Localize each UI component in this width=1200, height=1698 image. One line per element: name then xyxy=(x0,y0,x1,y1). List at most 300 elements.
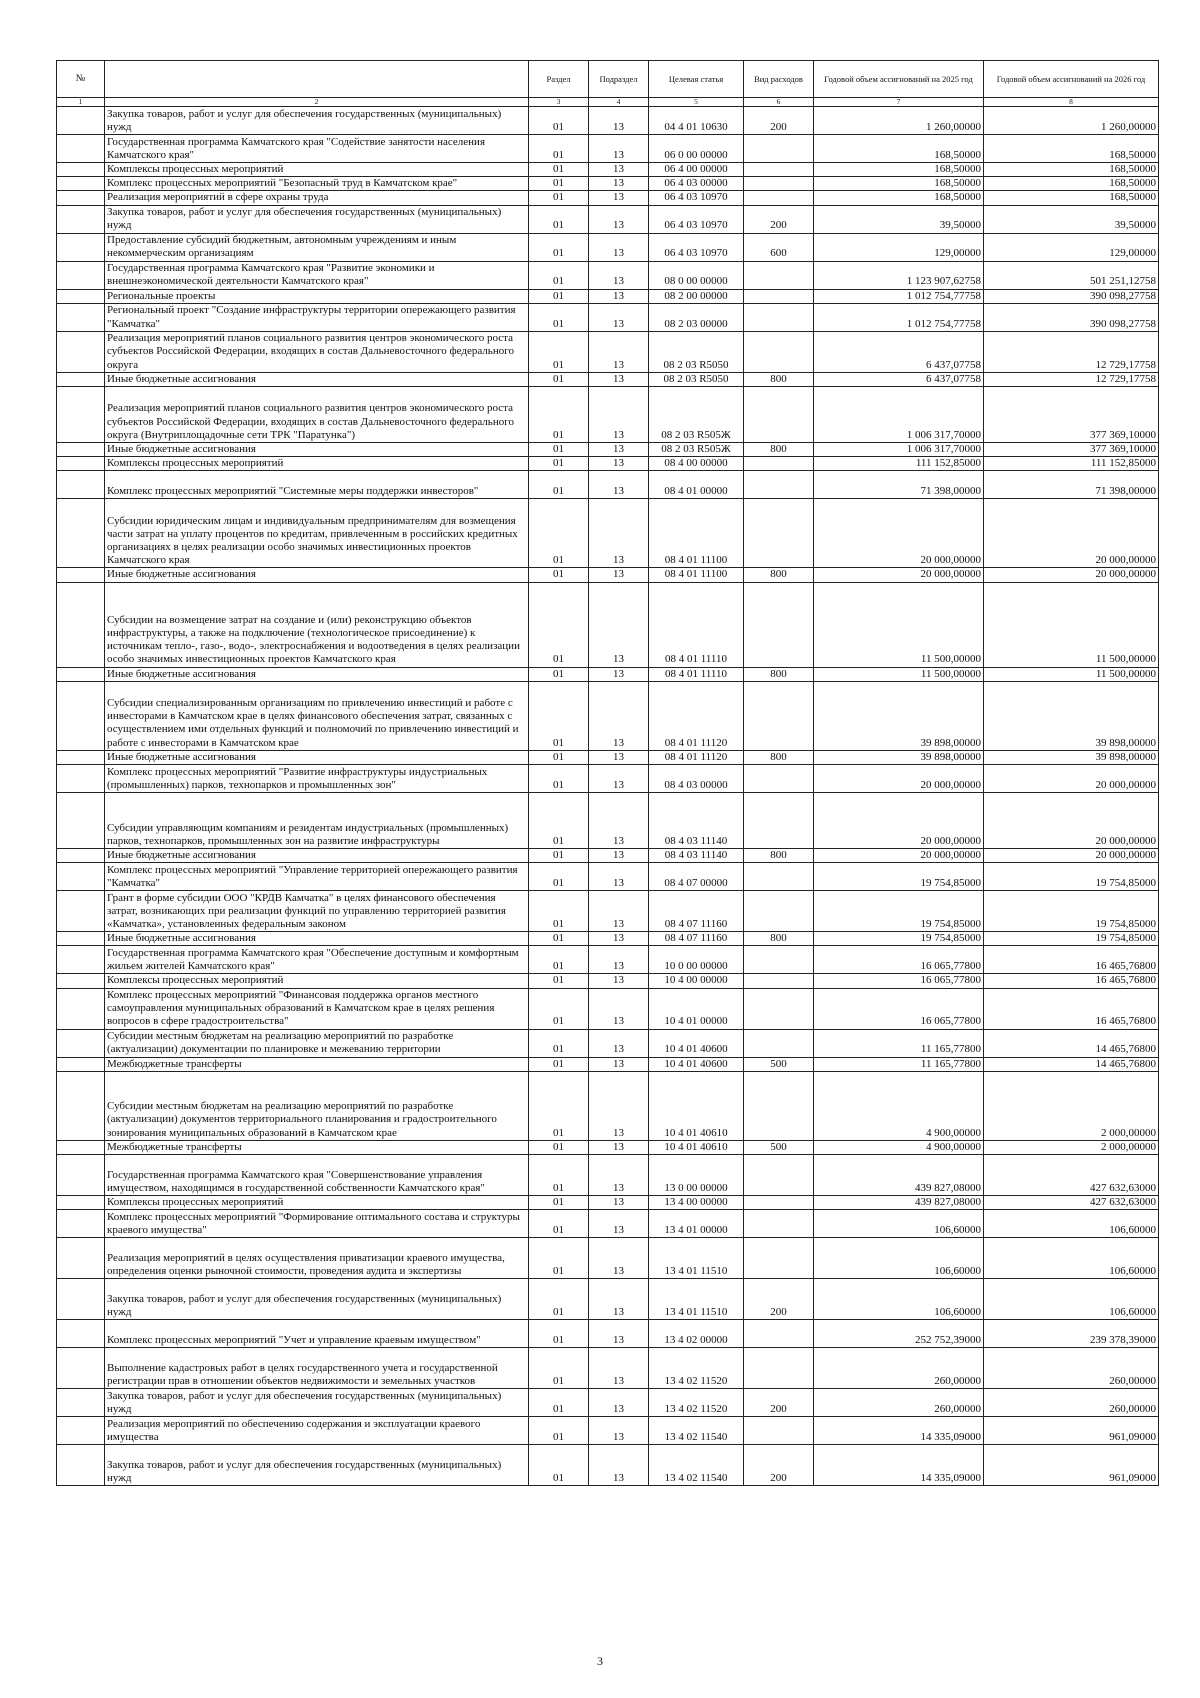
row-razdel-cell: 01 xyxy=(529,443,589,457)
row-podrazdel-cell: 13 xyxy=(589,1238,649,1279)
row-podrazdel-cell: 13 xyxy=(589,261,649,289)
row-vid-cell xyxy=(744,793,814,849)
row-celevaya-cell: 08 4 03 11140 xyxy=(649,793,744,849)
row-razdel-cell: 01 xyxy=(529,1057,589,1071)
row-celevaya-cell: 10 4 00 00000 xyxy=(649,974,744,988)
table-row xyxy=(57,289,1159,303)
row-2025-cell: 16 065,77800 xyxy=(814,946,984,974)
row-vid-cell xyxy=(744,765,814,793)
row-vid-cell xyxy=(744,1155,814,1196)
row-razdel-cell: 01 xyxy=(529,793,589,849)
row-vid-cell xyxy=(744,191,814,205)
table-row xyxy=(57,932,1159,946)
row-razdel-cell: 01 xyxy=(529,946,589,974)
row-name-cell: Субсидии специализированным организациям по привлечению инвестиций и работе с инвесторами в Камчатском крае в целях финансового обеспечения затрат, связанных с осуществлением ими отдельных функций и полномочий по привлечению инвестиций и работе с инвесторами в Камчатском крае xyxy=(105,681,529,750)
row-vid-cell xyxy=(744,177,814,191)
row-celevaya-cell: 08 4 01 11120 xyxy=(649,750,744,764)
row-2025-cell: 106,60000 xyxy=(814,1210,984,1238)
row-vid-cell xyxy=(744,946,814,974)
col-header-vid: Вид расходов xyxy=(744,61,814,98)
row-razdel-cell: 01 xyxy=(529,750,589,764)
row-2026-cell: 390 098,27758 xyxy=(984,303,1159,331)
row-2025-cell: 439 827,08000 xyxy=(814,1155,984,1196)
row-name-cell: Реализация мероприятий в целях осуществления приватизации краевого имущества, определения оценки рыночной стоимости, проведения аудита и экспертизы xyxy=(105,1238,529,1279)
row-vid-cell: 200 xyxy=(744,205,814,233)
row-vid-cell: 800 xyxy=(744,849,814,863)
table-row xyxy=(57,750,1159,764)
row-celevaya-cell: 10 4 01 40600 xyxy=(649,1057,744,1071)
row-razdel-cell: 01 xyxy=(529,849,589,863)
row-number-cell xyxy=(57,1445,105,1486)
row-vid-cell xyxy=(744,1348,814,1389)
row-podrazdel-cell: 13 xyxy=(589,303,649,331)
row-number-cell xyxy=(57,1057,105,1071)
col-header-2025: Годовой объем ассигнований на 2025 год xyxy=(814,61,984,98)
row-razdel-cell: 01 xyxy=(529,1071,589,1140)
table-row xyxy=(57,107,1159,135)
row-name-cell: Реализация мероприятий планов социального развития центров экономического роста субъектов Российской Федерации, входящих в состав Дальневосточного федерального округа xyxy=(105,331,529,372)
row-2026-cell: 2 000,00000 xyxy=(984,1140,1159,1154)
row-podrazdel-cell: 13 xyxy=(589,946,649,974)
column-number-row xyxy=(57,98,1159,107)
row-razdel-cell: 01 xyxy=(529,863,589,891)
row-vid-cell xyxy=(744,499,814,568)
row-razdel-cell: 01 xyxy=(529,289,589,303)
table-row xyxy=(57,457,1159,471)
row-2025-cell: 168,50000 xyxy=(814,135,984,163)
row-number-cell xyxy=(57,499,105,568)
row-podrazdel-cell: 13 xyxy=(589,289,649,303)
col-header-celevaya: Целевая статья xyxy=(649,61,744,98)
row-2025-cell: 252 752,39000 xyxy=(814,1320,984,1348)
row-name-cell: Комплекс процессных мероприятий "Финансовая поддержка органов местного самоуправления муниципальных образований в Камчатском крае в целях решения вопросов в сфере градостроительства" xyxy=(105,988,529,1029)
row-number-cell xyxy=(57,849,105,863)
table-row xyxy=(57,1279,1159,1320)
row-vid-cell xyxy=(744,1320,814,1348)
row-number-cell xyxy=(57,1210,105,1238)
row-2025-cell: 19 754,85000 xyxy=(814,891,984,932)
row-2026-cell: 390 098,27758 xyxy=(984,289,1159,303)
col-header-name xyxy=(105,61,529,98)
row-name-cell: Комплекс процессных мероприятий "Учет и управление краевым имуществом" xyxy=(105,1320,529,1348)
row-name-cell: Межбюджетные трансферты xyxy=(105,1057,529,1071)
row-number-cell xyxy=(57,568,105,582)
row-podrazdel-cell: 13 xyxy=(589,1155,649,1196)
row-podrazdel-cell: 13 xyxy=(589,443,649,457)
row-podrazdel-cell: 13 xyxy=(589,988,649,1029)
row-razdel-cell: 01 xyxy=(529,1140,589,1154)
row-podrazdel-cell: 13 xyxy=(589,1279,649,1320)
row-name-cell: Реализация мероприятий по обеспечению содержания и эксплуатации краевого имущества xyxy=(105,1417,529,1445)
row-number-cell xyxy=(57,932,105,946)
row-2026-cell: 501 251,12758 xyxy=(984,261,1159,289)
row-2025-cell: 1 012 754,77758 xyxy=(814,303,984,331)
row-2026-cell: 260,00000 xyxy=(984,1348,1159,1389)
table-row xyxy=(57,681,1159,750)
row-name-cell: Региональный проект "Создание инфраструктуры территории опережающего развития "Камчатка" xyxy=(105,303,529,331)
row-2026-cell: 111 152,85000 xyxy=(984,457,1159,471)
row-2025-cell: 1 006 317,70000 xyxy=(814,443,984,457)
table-row xyxy=(57,1029,1159,1057)
row-2026-cell: 961,09000 xyxy=(984,1445,1159,1486)
row-podrazdel-cell: 13 xyxy=(589,163,649,177)
row-vid-cell xyxy=(744,974,814,988)
col-number: 6 xyxy=(744,98,814,107)
row-2025-cell: 11 165,77800 xyxy=(814,1057,984,1071)
row-2025-cell: 20 000,00000 xyxy=(814,568,984,582)
row-vid-cell: 200 xyxy=(744,107,814,135)
col-number: 3 xyxy=(529,98,589,107)
row-2025-cell: 11 500,00000 xyxy=(814,667,984,681)
row-2025-cell: 111 152,85000 xyxy=(814,457,984,471)
row-2026-cell: 427 632,63000 xyxy=(984,1155,1159,1196)
row-2025-cell: 11 165,77800 xyxy=(814,1029,984,1057)
row-vid-cell: 800 xyxy=(744,667,814,681)
row-razdel-cell: 01 xyxy=(529,387,589,443)
row-podrazdel-cell: 13 xyxy=(589,191,649,205)
row-vid-cell: 600 xyxy=(744,233,814,261)
row-2025-cell: 439 827,08000 xyxy=(814,1196,984,1210)
row-number-cell xyxy=(57,135,105,163)
row-number-cell xyxy=(57,1320,105,1348)
row-number-cell xyxy=(57,457,105,471)
row-celevaya-cell: 10 4 01 40610 xyxy=(649,1140,744,1154)
row-name-cell: Реализация мероприятий в сфере охраны труда xyxy=(105,191,529,205)
row-celevaya-cell: 08 0 00 00000 xyxy=(649,261,744,289)
row-number-cell xyxy=(57,1348,105,1389)
row-2026-cell: 19 754,85000 xyxy=(984,863,1159,891)
row-podrazdel-cell: 13 xyxy=(589,1029,649,1057)
header-row xyxy=(57,61,1159,98)
row-number-cell xyxy=(57,205,105,233)
row-razdel-cell: 01 xyxy=(529,1029,589,1057)
row-2025-cell: 168,50000 xyxy=(814,177,984,191)
row-2025-cell: 1 123 907,62758 xyxy=(814,261,984,289)
row-celevaya-cell: 08 4 01 11100 xyxy=(649,499,744,568)
row-name-cell: Субсидии юридическим лицам и индивидуальным предпринимателям для возмещения части затрат на уплату процентов по кредитам, привлеченным в российских кредитных организациях в целях реализации особо значимых инвестиционных проектов Камчатского края xyxy=(105,499,529,568)
row-2026-cell: 71 398,00000 xyxy=(984,471,1159,499)
row-2026-cell: 168,50000 xyxy=(984,191,1159,205)
row-2026-cell: 129,00000 xyxy=(984,233,1159,261)
table-row xyxy=(57,863,1159,891)
row-name-cell: Реализация мероприятий планов социального развития центров экономического роста субъектов Российской Федерации, входящих в состав Дальневосточного федерального округа (Внутриплощадочные сети ТРК "Паратунка") xyxy=(105,387,529,443)
row-number-cell xyxy=(57,163,105,177)
row-celevaya-cell: 08 2 03 R505Ж xyxy=(649,443,744,457)
row-2025-cell: 1 006 317,70000 xyxy=(814,387,984,443)
row-vid-cell xyxy=(744,387,814,443)
row-celevaya-cell: 08 4 07 11160 xyxy=(649,932,744,946)
row-celevaya-cell: 08 2 03 R505Ж xyxy=(649,387,744,443)
row-razdel-cell: 01 xyxy=(529,988,589,1029)
row-2026-cell: 20 000,00000 xyxy=(984,568,1159,582)
row-name-cell: Иные бюджетные ассигнования xyxy=(105,667,529,681)
row-podrazdel-cell: 13 xyxy=(589,177,649,191)
row-celevaya-cell: 08 2 03 00000 xyxy=(649,303,744,331)
row-celevaya-cell: 10 4 01 00000 xyxy=(649,988,744,1029)
row-celevaya-cell: 13 0 00 00000 xyxy=(649,1155,744,1196)
row-podrazdel-cell: 13 xyxy=(589,793,649,849)
row-podrazdel-cell: 13 xyxy=(589,750,649,764)
row-celevaya-cell: 06 4 03 10970 xyxy=(649,191,744,205)
row-number-cell xyxy=(57,372,105,386)
row-name-cell: Закупка товаров, работ и услуг для обеспечения государственных (муниципальных) нужд xyxy=(105,107,529,135)
row-podrazdel-cell: 13 xyxy=(589,1445,649,1486)
table-row xyxy=(57,331,1159,372)
row-2026-cell: 106,60000 xyxy=(984,1279,1159,1320)
row-razdel-cell: 01 xyxy=(529,107,589,135)
row-celevaya-cell: 13 4 02 00000 xyxy=(649,1320,744,1348)
row-2026-cell: 168,50000 xyxy=(984,177,1159,191)
table-row xyxy=(57,849,1159,863)
row-vid-cell: 200 xyxy=(744,1389,814,1417)
table-row xyxy=(57,372,1159,386)
row-name-cell: Комплекс процессных мероприятий "Управление территорией опережающего развития "Камчатка" xyxy=(105,863,529,891)
row-vid-cell: 200 xyxy=(744,1279,814,1320)
table-row xyxy=(57,163,1159,177)
row-celevaya-cell: 13 4 02 11520 xyxy=(649,1348,744,1389)
row-podrazdel-cell: 13 xyxy=(589,582,649,667)
row-number-cell xyxy=(57,107,105,135)
table-row xyxy=(57,1389,1159,1417)
row-number-cell xyxy=(57,443,105,457)
row-podrazdel-cell: 13 xyxy=(589,457,649,471)
row-vid-cell xyxy=(744,1238,814,1279)
page-number: 3 xyxy=(597,1654,603,1668)
row-2026-cell: 239 378,39000 xyxy=(984,1320,1159,1348)
row-vid-cell xyxy=(744,863,814,891)
row-celevaya-cell: 08 2 03 R5050 xyxy=(649,331,744,372)
table-row xyxy=(57,191,1159,205)
row-razdel-cell: 01 xyxy=(529,1155,589,1196)
row-vid-cell: 800 xyxy=(744,443,814,457)
row-2025-cell: 20 000,00000 xyxy=(814,765,984,793)
row-razdel-cell: 01 xyxy=(529,1196,589,1210)
row-vid-cell: 500 xyxy=(744,1140,814,1154)
table-row xyxy=(57,261,1159,289)
row-name-cell: Комплексы процессных мероприятий xyxy=(105,1196,529,1210)
row-celevaya-cell: 06 4 03 00000 xyxy=(649,177,744,191)
row-celevaya-cell: 08 2 03 R5050 xyxy=(649,372,744,386)
row-podrazdel-cell: 13 xyxy=(589,387,649,443)
row-2026-cell: 16 465,76800 xyxy=(984,974,1159,988)
row-celevaya-cell: 08 4 03 00000 xyxy=(649,765,744,793)
row-number-cell xyxy=(57,289,105,303)
row-2025-cell: 39 898,00000 xyxy=(814,681,984,750)
table-row xyxy=(57,1238,1159,1279)
row-celevaya-cell: 10 4 01 40610 xyxy=(649,1071,744,1140)
row-2026-cell: 20 000,00000 xyxy=(984,849,1159,863)
row-name-cell: Иные бюджетные ассигнования xyxy=(105,568,529,582)
row-number-cell xyxy=(57,1071,105,1140)
row-name-cell: Предоставление субсидий бюджетным, автономным учреждениям и иным некоммерческим организациям xyxy=(105,233,529,261)
row-razdel-cell: 01 xyxy=(529,471,589,499)
row-2025-cell: 260,00000 xyxy=(814,1389,984,1417)
row-2026-cell: 168,50000 xyxy=(984,135,1159,163)
row-celevaya-cell: 06 4 03 10970 xyxy=(649,205,744,233)
row-celevaya-cell: 13 4 01 11510 xyxy=(649,1279,744,1320)
row-razdel-cell: 01 xyxy=(529,372,589,386)
row-name-cell: Комплекс процессных мероприятий "Системные меры поддержки инвесторов" xyxy=(105,471,529,499)
table-row xyxy=(57,1210,1159,1238)
row-celevaya-cell: 08 4 01 11120 xyxy=(649,681,744,750)
row-celevaya-cell: 08 4 01 11100 xyxy=(649,568,744,582)
row-razdel-cell: 01 xyxy=(529,303,589,331)
row-2025-cell: 6 437,07758 xyxy=(814,372,984,386)
row-razdel-cell: 01 xyxy=(529,667,589,681)
row-celevaya-cell: 13 4 02 11540 xyxy=(649,1417,744,1445)
row-2025-cell: 260,00000 xyxy=(814,1348,984,1389)
row-2026-cell: 16 465,76800 xyxy=(984,988,1159,1029)
row-number-cell xyxy=(57,1155,105,1196)
row-2025-cell: 1 012 754,77758 xyxy=(814,289,984,303)
row-number-cell xyxy=(57,582,105,667)
row-2025-cell: 20 000,00000 xyxy=(814,499,984,568)
row-2025-cell: 16 065,77800 xyxy=(814,974,984,988)
row-vid-cell xyxy=(744,681,814,750)
table-row xyxy=(57,988,1159,1029)
row-vid-cell: 200 xyxy=(744,1445,814,1486)
table-row xyxy=(57,946,1159,974)
row-number-cell xyxy=(57,1238,105,1279)
table-row xyxy=(57,1417,1159,1445)
row-celevaya-cell: 08 4 01 00000 xyxy=(649,471,744,499)
row-2025-cell: 4 900,00000 xyxy=(814,1071,984,1140)
row-number-cell xyxy=(57,681,105,750)
row-number-cell xyxy=(57,303,105,331)
row-vid-cell xyxy=(744,163,814,177)
row-2026-cell: 20 000,00000 xyxy=(984,499,1159,568)
row-2025-cell: 20 000,00000 xyxy=(814,849,984,863)
row-name-cell: Иные бюджетные ассигнования xyxy=(105,849,529,863)
row-celevaya-cell: 13 4 00 00000 xyxy=(649,1196,744,1210)
table-row xyxy=(57,1057,1159,1071)
row-name-cell: Иные бюджетные ассигнования xyxy=(105,932,529,946)
row-vid-cell xyxy=(744,1417,814,1445)
row-razdel-cell: 01 xyxy=(529,233,589,261)
row-name-cell: Закупка товаров, работ и услуг для обеспечения государственных (муниципальных) нужд xyxy=(105,1279,529,1320)
table-row xyxy=(57,1196,1159,1210)
row-2026-cell: 2 000,00000 xyxy=(984,1071,1159,1140)
row-2025-cell: 14 335,09000 xyxy=(814,1445,984,1486)
row-vid-cell xyxy=(744,582,814,667)
row-podrazdel-cell: 13 xyxy=(589,331,649,372)
row-razdel-cell: 01 xyxy=(529,163,589,177)
row-razdel-cell: 01 xyxy=(529,135,589,163)
row-podrazdel-cell: 13 xyxy=(589,1057,649,1071)
row-name-cell: Комплекс процессных мероприятий "Безопасный труд в Камчатском крае" xyxy=(105,177,529,191)
row-celevaya-cell: 08 4 00 00000 xyxy=(649,457,744,471)
row-name-cell: Закупка товаров, работ и услуг для обеспечения государственных (муниципальных) нужд xyxy=(105,1389,529,1417)
col-number: 5 xyxy=(649,98,744,107)
row-name-cell: Комплекс процессных мероприятий "Формирование оптимального состава и структуры краевого имущества" xyxy=(105,1210,529,1238)
row-celevaya-cell: 08 4 01 11110 xyxy=(649,667,744,681)
row-celevaya-cell: 06 4 03 10970 xyxy=(649,233,744,261)
table-row xyxy=(57,471,1159,499)
row-2025-cell: 39,50000 xyxy=(814,205,984,233)
table-row xyxy=(57,205,1159,233)
row-vid-cell: 800 xyxy=(744,568,814,582)
row-vid-cell xyxy=(744,1029,814,1057)
row-vid-cell xyxy=(744,303,814,331)
row-2025-cell: 129,00000 xyxy=(814,233,984,261)
row-2025-cell: 1 260,00000 xyxy=(814,107,984,135)
row-2025-cell: 106,60000 xyxy=(814,1279,984,1320)
row-2026-cell: 377 369,10000 xyxy=(984,387,1159,443)
row-podrazdel-cell: 13 xyxy=(589,932,649,946)
col-number: 2 xyxy=(105,98,529,107)
row-2025-cell: 6 437,07758 xyxy=(814,331,984,372)
row-number-cell xyxy=(57,177,105,191)
row-number-cell xyxy=(57,863,105,891)
col-number: 1 xyxy=(57,98,105,107)
row-vid-cell xyxy=(744,331,814,372)
row-razdel-cell: 01 xyxy=(529,261,589,289)
row-2026-cell: 20 000,00000 xyxy=(984,765,1159,793)
row-razdel-cell: 01 xyxy=(529,1348,589,1389)
row-razdel-cell: 01 xyxy=(529,568,589,582)
table-row xyxy=(57,1071,1159,1140)
row-vid-cell xyxy=(744,471,814,499)
row-razdel-cell: 01 xyxy=(529,1210,589,1238)
row-2026-cell: 168,50000 xyxy=(984,163,1159,177)
table-row xyxy=(57,1445,1159,1486)
table-row xyxy=(57,233,1159,261)
row-2026-cell: 1 260,00000 xyxy=(984,107,1159,135)
row-celevaya-cell: 13 4 01 00000 xyxy=(649,1210,744,1238)
table-row xyxy=(57,765,1159,793)
row-2026-cell: 106,60000 xyxy=(984,1210,1159,1238)
row-number-cell xyxy=(57,191,105,205)
row-name-cell: Закупка товаров, работ и услуг для обеспечения государственных (муниципальных) нужд xyxy=(105,1445,529,1486)
row-podrazdel-cell: 13 xyxy=(589,863,649,891)
table-row xyxy=(57,582,1159,667)
row-2026-cell: 961,09000 xyxy=(984,1417,1159,1445)
row-podrazdel-cell: 13 xyxy=(589,1389,649,1417)
row-vid-cell xyxy=(744,988,814,1029)
row-celevaya-cell: 08 4 01 11110 xyxy=(649,582,744,667)
row-name-cell: Межбюджетные трансферты xyxy=(105,1140,529,1154)
row-name-cell: Закупка товаров, работ и услуг для обеспечения государственных (муниципальных) нужд xyxy=(105,205,529,233)
row-vid-cell xyxy=(744,1196,814,1210)
row-2025-cell: 19 754,85000 xyxy=(814,863,984,891)
row-razdel-cell: 01 xyxy=(529,1279,589,1320)
row-name-cell: Субсидии местным бюджетам на реализацию мероприятий по разработке (актуализации) документов территориального планирования и градостроительного зонирования муниципальных образований в Камчатском крае xyxy=(105,1071,529,1140)
row-celevaya-cell: 08 4 07 00000 xyxy=(649,863,744,891)
col-header-no: № xyxy=(57,61,105,98)
row-razdel-cell: 01 xyxy=(529,1445,589,1486)
row-podrazdel-cell: 13 xyxy=(589,568,649,582)
row-2026-cell: 14 465,76800 xyxy=(984,1029,1159,1057)
row-razdel-cell: 01 xyxy=(529,681,589,750)
row-podrazdel-cell: 13 xyxy=(589,681,649,750)
row-name-cell: Субсидии местным бюджетам на реализацию мероприятий по разработке (актуализации) документации по планировке и межеванию территории xyxy=(105,1029,529,1057)
col-header-2026: Годовой объем ассигнований на 2026 год xyxy=(984,61,1159,98)
row-name-cell: Иные бюджетные ассигнования xyxy=(105,750,529,764)
row-number-cell xyxy=(57,1140,105,1154)
row-2026-cell: 11 500,00000 xyxy=(984,667,1159,681)
table-row xyxy=(57,891,1159,932)
row-celevaya-cell: 13 4 01 11510 xyxy=(649,1238,744,1279)
row-podrazdel-cell: 13 xyxy=(589,765,649,793)
row-number-cell xyxy=(57,988,105,1029)
table-row xyxy=(57,387,1159,443)
row-podrazdel-cell: 13 xyxy=(589,107,649,135)
row-name-cell: Иные бюджетные ассигнования xyxy=(105,443,529,457)
row-podrazdel-cell: 13 xyxy=(589,205,649,233)
row-podrazdel-cell: 13 xyxy=(589,1348,649,1389)
row-name-cell: Комплекс процессных мероприятий "Развитие инфраструктуры индустриальных (промышленных) парков, технопарков и промышленных зон" xyxy=(105,765,529,793)
table-row xyxy=(57,1140,1159,1154)
